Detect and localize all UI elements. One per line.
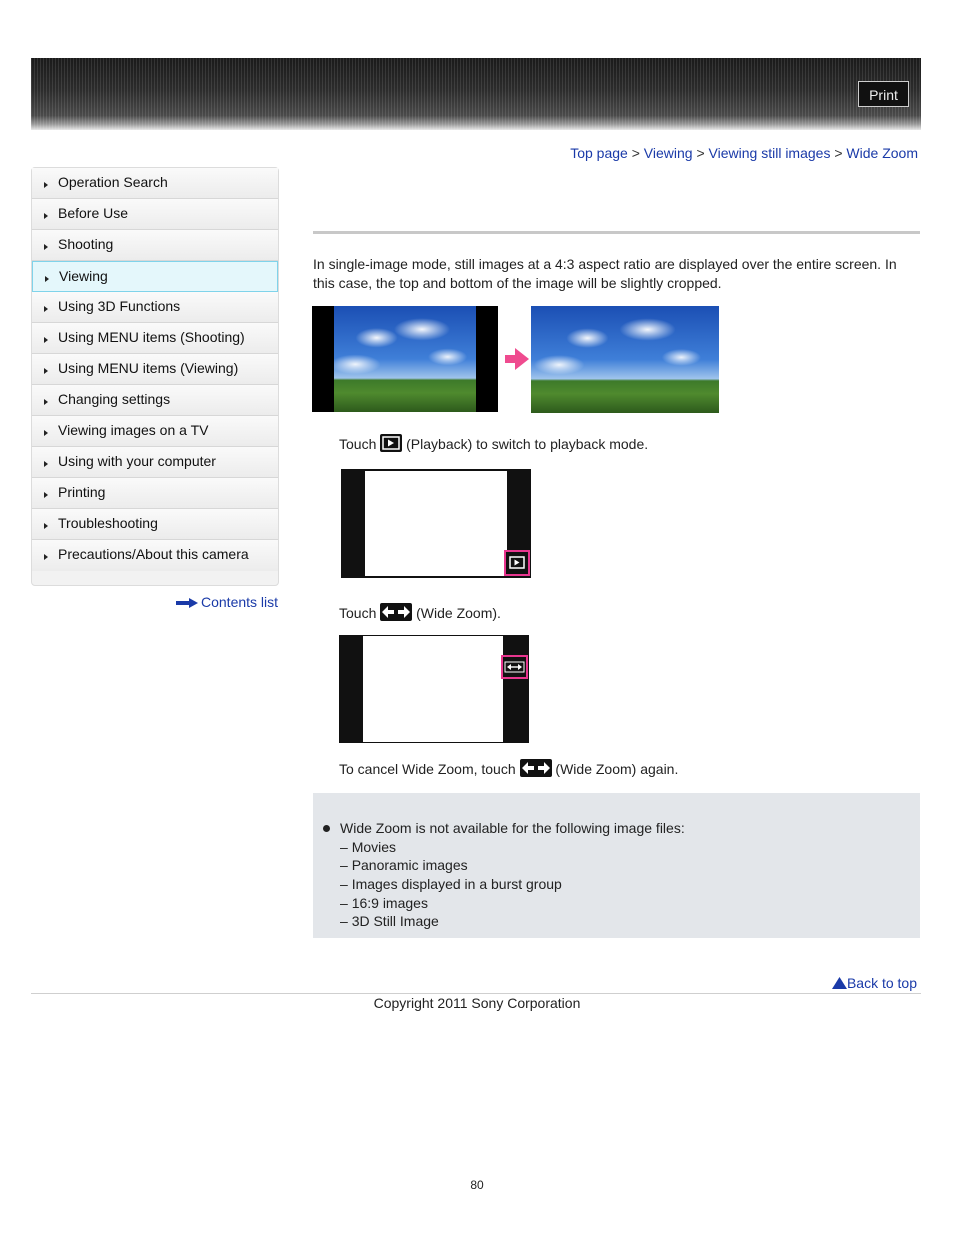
- playback-icon: [380, 434, 402, 452]
- sidebar-item-label: Viewing images on a TV: [58, 422, 209, 438]
- note-item: [340, 913, 439, 929]
- wide-zoom-screen-illustration: [339, 635, 529, 743]
- sidebar-item-label: Printing: [58, 484, 106, 500]
- arrow-right-icon: [505, 348, 529, 373]
- caret-right-icon: [44, 523, 48, 529]
- caret-right-icon: [44, 182, 48, 188]
- playback-icon: [506, 552, 528, 574]
- note-item: [340, 857, 468, 873]
- left-bar: [343, 471, 365, 576]
- sidebar-item-menu-shooting[interactable]: [32, 323, 278, 354]
- caret-right-icon: [44, 492, 48, 498]
- comparison-figure: [312, 306, 719, 413]
- note-item-text: Images displayed in a burst group: [351, 876, 562, 892]
- caret-right-icon: [44, 337, 48, 343]
- step-text: To cancel Wide Zoom, touch: [339, 761, 516, 777]
- step-text: (Playback) to switch to playback mode.: [406, 436, 649, 452]
- wide-zoom-icon: [503, 657, 526, 677]
- sidebar-item-menu-viewing[interactable]: [32, 354, 278, 385]
- cancel-instruction: [339, 759, 678, 777]
- note-item-text: Movies: [351, 839, 397, 855]
- step-1: [339, 434, 648, 452]
- sidebar-item-label: Using with your computer: [58, 453, 216, 469]
- sidebar-item-label: Troubleshooting: [58, 515, 158, 531]
- page-number: 80: [470, 1178, 484, 1192]
- note-item-text: 16:9 images: [351, 895, 428, 911]
- sidebar-item-3d-functions[interactable]: [32, 292, 278, 323]
- sidebar-item-label: Changing settings: [58, 391, 171, 407]
- back-to-top-label: Back to top: [846, 975, 917, 991]
- sidebar-item-label: Using MENU items (Shooting): [58, 329, 245, 345]
- title-divider: [313, 231, 920, 234]
- step-text: Touch: [339, 605, 377, 621]
- arrow-right-icon: [176, 595, 198, 611]
- note-text: Wide Zoom is not available for the following image files:: [340, 820, 685, 836]
- breadcrumb-separator: >: [631, 145, 640, 161]
- sidebar-item-label: Operation Search: [58, 174, 168, 190]
- dash: –: [340, 857, 348, 873]
- intro-paragraph: In single-image mode, still images at a 4:3 aspect ratio are displayed over the entire screen. In this case, the top and bottom of the image will be slightly cropped.: [313, 256, 897, 291]
- caret-right-icon: [44, 244, 48, 250]
- sidebar-item-operation-search[interactable]: [32, 168, 278, 199]
- breadcrumb: [570, 145, 918, 161]
- bullet-icon: [323, 825, 330, 832]
- dash: –: [340, 913, 348, 929]
- step-2: [339, 603, 501, 621]
- sidebar-nav: [31, 167, 279, 586]
- caret-right-icon: [44, 461, 48, 467]
- note-box: [313, 793, 920, 938]
- breadcrumb-viewing[interactable]: Viewing: [643, 145, 693, 161]
- contents-list-label: Contents list: [201, 594, 279, 610]
- sidebar-item-shooting[interactable]: [32, 230, 278, 261]
- breadcrumb-viewing-still-images[interactable]: Viewing still images: [708, 145, 831, 161]
- contents-list-link[interactable]: [176, 594, 278, 611]
- sidebar-item-label: Shooting: [58, 236, 114, 252]
- breadcrumb-separator: >: [696, 145, 705, 161]
- note-item-text: 3D Still Image: [351, 913, 439, 929]
- header-banner: [31, 58, 921, 130]
- copyright: Copyright 2011 Sony Corporation: [373, 995, 581, 1011]
- left-bar: [340, 636, 363, 742]
- sidebar-item-changing-settings[interactable]: [32, 385, 278, 416]
- triangle-up-icon: [832, 977, 847, 989]
- back-to-top-link[interactable]: [832, 975, 917, 991]
- wide-zoom-icon: [380, 603, 412, 621]
- sidebar-item-label: Before Use: [58, 205, 129, 221]
- sidebar-item-using-computer[interactable]: [32, 447, 278, 478]
- caret-right-icon: [45, 276, 49, 282]
- print-button[interactable]: Print: [858, 81, 909, 107]
- sidebar-item-printing[interactable]: [32, 478, 278, 509]
- caret-right-icon: [44, 306, 48, 312]
- step-text: (Wide Zoom) again.: [555, 761, 679, 777]
- dash: –: [340, 876, 348, 892]
- dash: –: [340, 895, 348, 911]
- note-item: [340, 839, 396, 855]
- note-item: [340, 895, 428, 911]
- caret-right-icon: [44, 368, 48, 374]
- caret-right-icon: [44, 554, 48, 560]
- sidebar-item-label: Viewing: [59, 268, 108, 284]
- note-item-text: Panoramic images: [351, 857, 468, 873]
- breadcrumb-top-page[interactable]: Top page: [570, 145, 628, 161]
- caret-right-icon: [44, 399, 48, 405]
- wide-zoom-photo: [531, 306, 719, 413]
- sidebar-item-label: Using MENU items (Viewing): [58, 360, 239, 376]
- landscape-photo: [334, 306, 476, 412]
- breadcrumb-separator: >: [834, 145, 843, 161]
- playback-screen-illustration: [341, 469, 531, 578]
- step-text: (Wide Zoom).: [416, 605, 501, 621]
- right-bar: [503, 636, 528, 742]
- playback-highlight: [504, 550, 530, 576]
- breadcrumb-wide-zoom[interactable]: Wide Zoom: [846, 145, 918, 161]
- wide-zoom-icon: [520, 759, 552, 777]
- step-text: Touch: [339, 436, 377, 452]
- sidebar-item-before-use[interactable]: [32, 199, 278, 230]
- caret-right-icon: [44, 213, 48, 219]
- sidebar-item-viewing[interactable]: [32, 261, 278, 292]
- caret-right-icon: [44, 430, 48, 436]
- footer-divider: [31, 993, 921, 994]
- sidebar-item-label: Using 3D Functions: [58, 298, 181, 314]
- sidebar-item-precautions[interactable]: [32, 540, 278, 571]
- dash: –: [340, 839, 348, 855]
- note-item: [340, 876, 562, 892]
- sidebar-item-label: Precautions/About this camera: [58, 546, 249, 562]
- normal-view-image: [312, 306, 498, 412]
- sidebar-item-troubleshooting[interactable]: [32, 509, 278, 540]
- wide-zoom-highlight: [501, 655, 528, 679]
- sidebar-item-viewing-on-tv[interactable]: [32, 416, 278, 447]
